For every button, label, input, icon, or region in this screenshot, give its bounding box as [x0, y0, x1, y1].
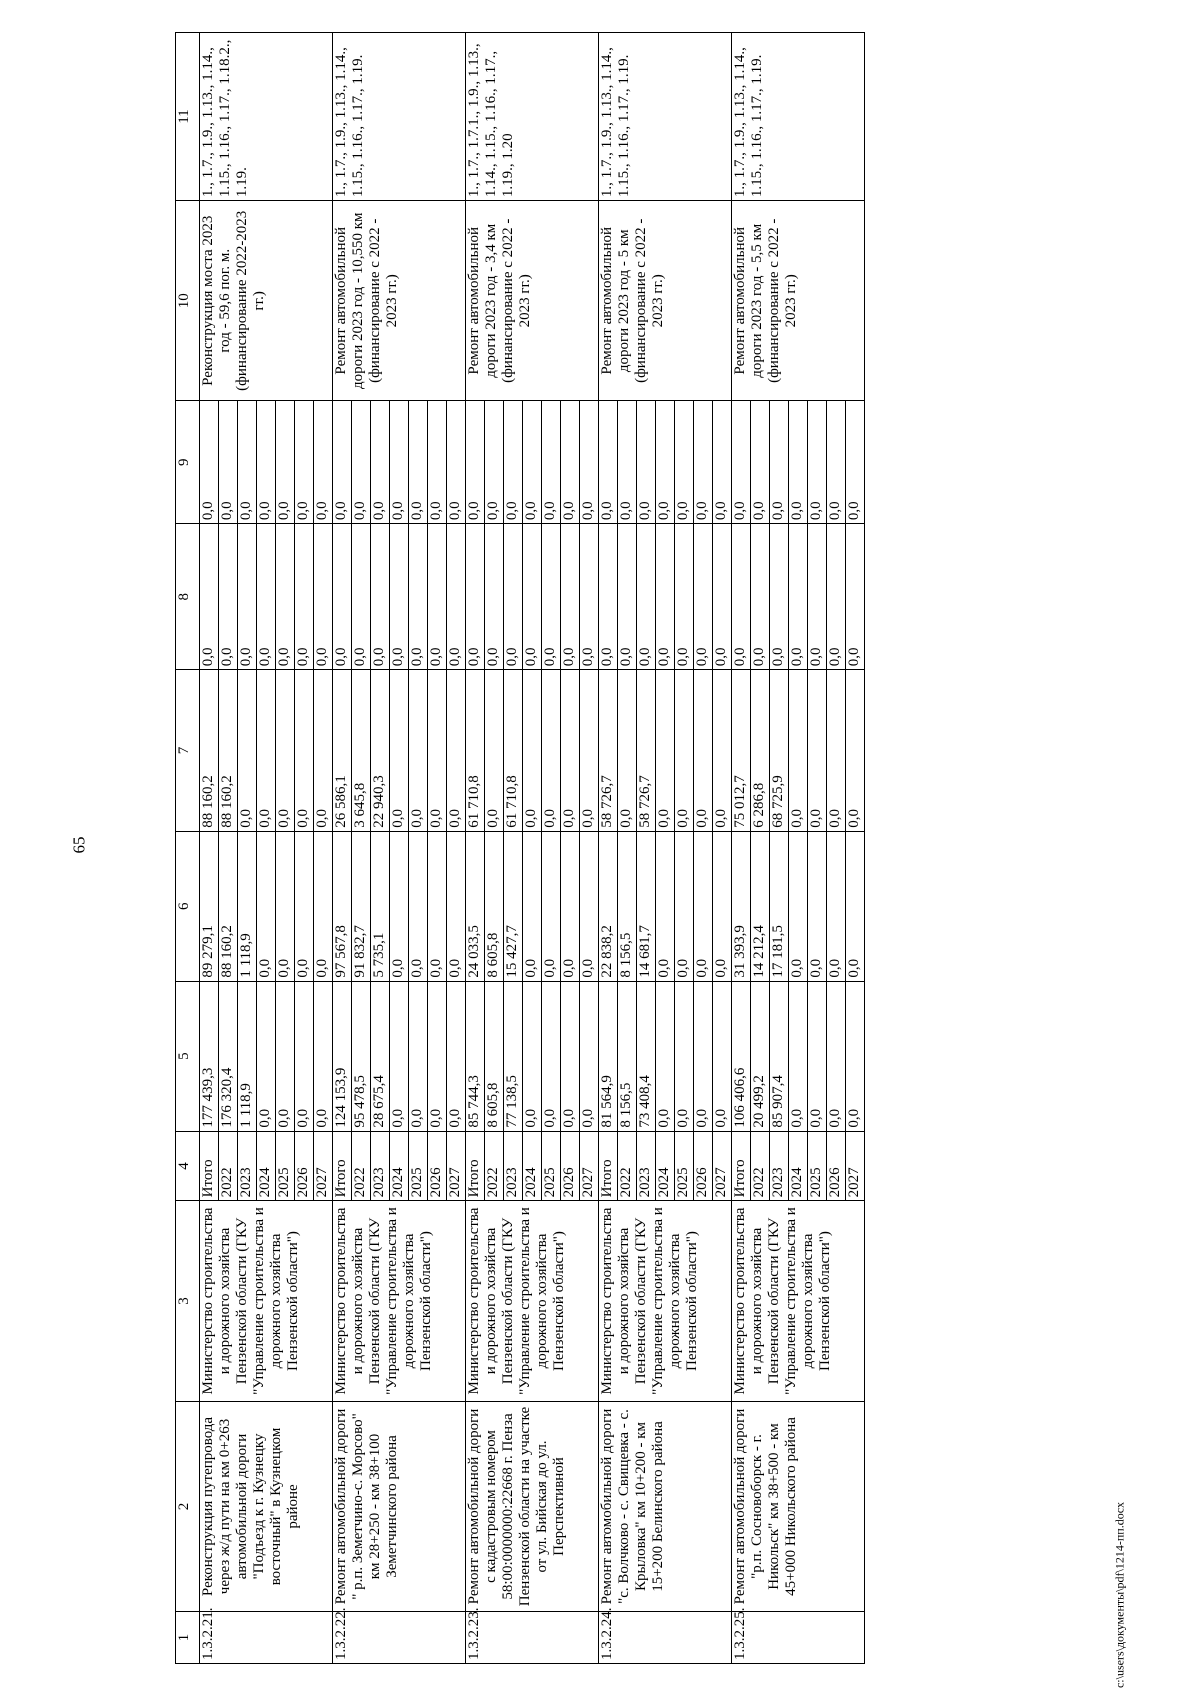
regional-budget-cell: 8 605,8: [485, 831, 504, 981]
other-sources-cell: 0,0: [523, 401, 542, 524]
local-budget-cell: 0,0: [295, 524, 314, 670]
other-sources-cell: 0,0: [770, 401, 789, 524]
result-cell: Ремонт автомобильной дороги 2023 год - 3,4 км (финансирование с 2022 - 2023 гг.): [466, 201, 599, 401]
regional-budget-cell: 0,0: [257, 831, 276, 981]
regional-budget-cell: 14 212,4: [751, 831, 770, 981]
row-code-cell: 1.3.2.23.: [466, 1612, 599, 1664]
header-cell: 3: [176, 1201, 200, 1401]
other-sources-cell: 0,0: [428, 401, 447, 524]
regional-budget-cell: 0,0: [827, 831, 846, 981]
header-cell: 10: [176, 201, 200, 401]
regional-budget-cell: 15 427,7: [504, 831, 523, 981]
federal-budget-cell: 22 940,3: [371, 670, 390, 832]
regional-budget-cell: 31 393,9: [732, 831, 751, 981]
total-cell: 0,0: [580, 981, 599, 1131]
year-cell: 2025: [276, 1131, 295, 1201]
local-budget-cell: 0,0: [599, 524, 618, 670]
year-cell: 2023: [504, 1131, 523, 1201]
regional-budget-cell: 0,0: [580, 831, 599, 981]
other-sources-cell: 0,0: [314, 401, 333, 524]
local-budget-cell: 0,0: [466, 524, 485, 670]
year-cell: 2024: [656, 1131, 675, 1201]
total-cell: 85 744,3: [466, 981, 485, 1131]
federal-budget-cell: 68 725,9: [770, 670, 789, 832]
local-budget-cell: 0,0: [770, 524, 789, 670]
year-cell: 2027: [846, 1131, 865, 1201]
row-code-cell: 1.3.2.22.: [333, 1612, 466, 1664]
total-cell: 20 499,2: [751, 981, 770, 1131]
federal-budget-cell: 0,0: [827, 670, 846, 832]
federal-budget-cell: 0,0: [561, 670, 580, 832]
federal-budget-cell: 0,0: [656, 670, 675, 832]
other-sources-cell: 0,0: [542, 401, 561, 524]
total-cell: 85 907,4: [770, 981, 789, 1131]
year-cell: 2027: [713, 1131, 732, 1201]
indicators-cell: 1., 1.7., 1.7.1., 1.9., 1.13., 1.14., 1.15., 1.16., 1.17., 1.19., 1.20: [466, 33, 599, 201]
local-budget-cell: 0,0: [485, 524, 504, 670]
total-cell: 0,0: [428, 981, 447, 1131]
regional-budget-cell: 5 735,1: [371, 831, 390, 981]
row-code-cell: 1.3.2.21.: [200, 1612, 333, 1664]
total-cell: 177 439,3: [200, 981, 219, 1131]
federal-budget-cell: 0,0: [580, 670, 599, 832]
federal-budget-cell: 0,0: [789, 670, 808, 832]
local-budget-cell: 0,0: [504, 524, 523, 670]
year-cell: Итого: [599, 1131, 618, 1201]
local-budget-cell: 0,0: [428, 524, 447, 670]
federal-budget-cell: 0,0: [295, 670, 314, 832]
total-cell: 0,0: [523, 981, 542, 1131]
header-cell: 4: [176, 1131, 200, 1201]
header-cell: 9: [176, 401, 200, 524]
regional-budget-cell: 24 033,5: [466, 831, 485, 981]
total-cell: 0,0: [542, 981, 561, 1131]
other-sources-cell: 0,0: [485, 401, 504, 524]
local-budget-cell: 0,0: [827, 524, 846, 670]
local-budget-cell: 0,0: [447, 524, 466, 670]
total-cell: 73 408,4: [637, 981, 656, 1131]
regional-budget-cell: 0,0: [789, 831, 808, 981]
executor-cell: Министерство строительства и дорожного хозяйства Пензенской области (ГКУ "Управление строительства и дорожного хозяйства Пензенской области"): [732, 1201, 865, 1401]
federal-budget-cell: 0,0: [409, 670, 428, 832]
total-cell: 106 406,6: [732, 981, 751, 1131]
local-budget-cell: 0,0: [276, 524, 295, 670]
federal-budget-cell: 0,0: [694, 670, 713, 832]
total-cell: 0,0: [808, 981, 827, 1131]
total-cell: 8 605,8: [485, 981, 504, 1131]
executor-cell: Министерство строительства и дорожного хозяйства Пензенской области (ГКУ "Управление строительства и дорожного хозяйства Пензенской области"): [200, 1201, 333, 1401]
year-cell: Итого: [466, 1131, 485, 1201]
other-sources-cell: 0,0: [732, 401, 751, 524]
total-cell: 0,0: [276, 981, 295, 1131]
local-budget-cell: 0,0: [580, 524, 599, 670]
regional-budget-cell: 0,0: [390, 831, 409, 981]
program-table-container: [175, 32, 1200, 1664]
regional-budget-cell: 91 832,7: [352, 831, 371, 981]
table-row: [466, 33, 485, 1664]
regional-budget-cell: 0,0: [447, 831, 466, 981]
total-cell: 95 478,5: [352, 981, 371, 1131]
header-cell: 5: [176, 981, 200, 1131]
executor-cell: Министерство строительства и дорожного хозяйства Пензенской области (ГКУ "Управление строительства и дорожного хозяйства Пензенской области"): [333, 1201, 466, 1401]
measure-name-cell: Ремонт автомобильной дороги с кадастровым номером 58:00:0000000:22668 г. Пенза Пензенской области на участке от ул. Бийская до ул. Перспективной: [466, 1401, 599, 1612]
page-number: 65: [69, 836, 89, 854]
total-cell: 176 320,4: [219, 981, 238, 1131]
federal-budget-cell: 0,0: [618, 670, 637, 832]
year-cell: 2024: [789, 1131, 808, 1201]
other-sources-cell: 0,0: [713, 401, 732, 524]
federal-budget-cell: 26 586,1: [333, 670, 352, 832]
regional-budget-cell: 0,0: [295, 831, 314, 981]
federal-budget-cell: 88 160,2: [219, 670, 238, 832]
federal-budget-cell: 58 726,7: [599, 670, 618, 832]
regional-budget-cell: 89 279,1: [200, 831, 219, 981]
total-cell: 0,0: [694, 981, 713, 1131]
local-budget-cell: 0,0: [219, 524, 238, 670]
regional-budget-cell: 0,0: [276, 831, 295, 981]
federal-budget-cell: 0,0: [523, 670, 542, 832]
other-sources-cell: 0,0: [257, 401, 276, 524]
result-cell: Ремонт автомобильной дороги 2023 год - 5,5 км (финансирование с 2022 - 2023 гг.): [732, 201, 865, 401]
indicators-cell: 1., 1.7., 1.9., 1.13., 1.14., 1.15., 1.16., 1.17., 1.18.2., 1.19.: [200, 33, 333, 201]
year-cell: 2023: [770, 1131, 789, 1201]
local-budget-cell: 0,0: [713, 524, 732, 670]
local-budget-cell: 0,0: [409, 524, 428, 670]
year-cell: Итого: [732, 1131, 751, 1201]
local-budget-cell: 0,0: [732, 524, 751, 670]
indicators-cell: 1., 1.7., 1.9., 1.13., 1.14., 1.15., 1.16., 1.17., 1.19.: [333, 33, 466, 201]
measure-name-cell: Ремонт автомобильной дороги "р.п. Сосновоборск - г. Никольск" км 38+500 - км 45+000 Никольского района: [732, 1401, 865, 1612]
local-budget-cell: 0,0: [352, 524, 371, 670]
other-sources-cell: 0,0: [656, 401, 675, 524]
year-cell: 2022: [618, 1131, 637, 1201]
regional-budget-cell: 0,0: [808, 831, 827, 981]
year-cell: 2026: [428, 1131, 447, 1201]
local-budget-cell: 0,0: [656, 524, 675, 670]
result-cell: Ремонт автомобильной дороги 2023 год - 10,550 км (финансирование с 2022 - 2023 гг.): [333, 201, 466, 401]
total-cell: 0,0: [713, 981, 732, 1131]
year-cell: 2024: [257, 1131, 276, 1201]
year-cell: 2025: [409, 1131, 428, 1201]
federal-budget-cell: 61 710,8: [466, 670, 485, 832]
local-budget-cell: 0,0: [637, 524, 656, 670]
other-sources-cell: 0,0: [238, 401, 257, 524]
federal-budget-cell: 0,0: [390, 670, 409, 832]
regional-budget-cell: 0,0: [314, 831, 333, 981]
year-cell: 2022: [485, 1131, 504, 1201]
regional-budget-cell: 8 156,5: [618, 831, 637, 981]
year-cell: Итого: [333, 1131, 352, 1201]
federal-budget-cell: 0,0: [314, 670, 333, 832]
table-row: [599, 33, 618, 1664]
total-cell: 0,0: [656, 981, 675, 1131]
header-cell: 6: [176, 831, 200, 981]
other-sources-cell: 0,0: [276, 401, 295, 524]
other-sources-cell: 0,0: [561, 401, 580, 524]
regional-budget-cell: 17 181,5: [770, 831, 789, 981]
federal-budget-cell: 0,0: [238, 670, 257, 832]
result-cell: Реконструкция моста 2023 год - 59,6 пог. м. (финансирование 2022-2023 гг.): [200, 201, 333, 401]
local-budget-cell: 0,0: [846, 524, 865, 670]
year-cell: 2025: [808, 1131, 827, 1201]
header-cell: 1: [176, 1612, 200, 1664]
year-cell: 2026: [694, 1131, 713, 1201]
other-sources-cell: 0,0: [808, 401, 827, 524]
other-sources-cell: 0,0: [846, 401, 865, 524]
measure-name-cell: Реконструкция путепровода через ж/д пути на км 0+263 автомобильной дороги "Подъезд к г. Кузнецку восточный" в Кузнецком районе: [200, 1401, 333, 1612]
total-cell: 0,0: [827, 981, 846, 1131]
year-cell: 2023: [238, 1131, 257, 1201]
other-sources-cell: 0,0: [333, 401, 352, 524]
local-budget-cell: 0,0: [523, 524, 542, 670]
regional-budget-cell: 0,0: [409, 831, 428, 981]
table-header-row: [176, 33, 200, 1664]
year-cell: 2022: [352, 1131, 371, 1201]
regional-budget-cell: 1 118,9: [238, 831, 257, 981]
table-row: [333, 33, 352, 1664]
total-cell: 0,0: [561, 981, 580, 1131]
local-budget-cell: 0,0: [675, 524, 694, 670]
year-cell: 2027: [580, 1131, 599, 1201]
indicators-cell: 1., 1.7., 1.9., 1.13., 1.14., 1.15., 1.16., 1.17., 1.19.: [599, 33, 732, 201]
total-cell: 0,0: [789, 981, 808, 1131]
regional-budget-cell: 0,0: [428, 831, 447, 981]
local-budget-cell: 0,0: [371, 524, 390, 670]
table-row: [200, 33, 219, 1664]
total-cell: 0,0: [675, 981, 694, 1131]
row-code-cell: 1.3.2.24.: [599, 1612, 732, 1664]
federal-budget-cell: 3 645,8: [352, 670, 371, 832]
local-budget-cell: 0,0: [238, 524, 257, 670]
regional-budget-cell: 0,0: [694, 831, 713, 981]
total-cell: 0,0: [390, 981, 409, 1131]
year-cell: 2023: [371, 1131, 390, 1201]
regional-budget-cell: 88 160,2: [219, 831, 238, 981]
local-budget-cell: 0,0: [257, 524, 276, 670]
year-cell: 2026: [295, 1131, 314, 1201]
other-sources-cell: 0,0: [200, 401, 219, 524]
other-sources-cell: 0,0: [466, 401, 485, 524]
other-sources-cell: 0,0: [447, 401, 466, 524]
year-cell: 2025: [542, 1131, 561, 1201]
year-cell: 2022: [751, 1131, 770, 1201]
other-sources-cell: 0,0: [371, 401, 390, 524]
other-sources-cell: 0,0: [580, 401, 599, 524]
local-budget-cell: 0,0: [333, 524, 352, 670]
regional-budget-cell: 0,0: [523, 831, 542, 981]
measure-name-cell: Ремонт автомобильной дороги " р.п. Земетчино-с. Морсово" км 28+250 - км 38+100 Земетчинского района: [333, 1401, 466, 1612]
federal-budget-cell: 0,0: [808, 670, 827, 832]
regional-budget-cell: 0,0: [713, 831, 732, 981]
federal-budget-cell: 58 726,7: [637, 670, 656, 832]
year-cell: 2022: [219, 1131, 238, 1201]
other-sources-cell: 0,0: [827, 401, 846, 524]
executor-cell: Министерство строительства и дорожного хозяйства Пензенской области (ГКУ "Управление строительства и дорожного хозяйства Пензенской области"): [599, 1201, 732, 1401]
program-table: [175, 32, 865, 1664]
local-budget-cell: 0,0: [618, 524, 637, 670]
header-cell: 2: [176, 1401, 200, 1612]
federal-budget-cell: 75 012,7: [732, 670, 751, 832]
federal-budget-cell: 0,0: [447, 670, 466, 832]
other-sources-cell: 0,0: [295, 401, 314, 524]
total-cell: 1 118,9: [238, 981, 257, 1131]
total-cell: 124 153,9: [333, 981, 352, 1131]
year-cell: 2026: [827, 1131, 846, 1201]
local-budget-cell: 0,0: [314, 524, 333, 670]
federal-budget-cell: 0,0: [276, 670, 295, 832]
other-sources-cell: 0,0: [751, 401, 770, 524]
year-cell: 2025: [675, 1131, 694, 1201]
year-cell: 2024: [523, 1131, 542, 1201]
total-cell: 28 675,4: [371, 981, 390, 1131]
local-budget-cell: 0,0: [694, 524, 713, 670]
local-budget-cell: 0,0: [200, 524, 219, 670]
year-cell: 2023: [637, 1131, 656, 1201]
other-sources-cell: 0,0: [352, 401, 371, 524]
other-sources-cell: 0,0: [675, 401, 694, 524]
federal-budget-cell: 88 160,2: [200, 670, 219, 832]
local-budget-cell: 0,0: [808, 524, 827, 670]
other-sources-cell: 0,0: [409, 401, 428, 524]
other-sources-cell: 0,0: [618, 401, 637, 524]
other-sources-cell: 0,0: [637, 401, 656, 524]
total-cell: 81 564,9: [599, 981, 618, 1131]
federal-budget-cell: 0,0: [846, 670, 865, 832]
header-cell: 7: [176, 670, 200, 832]
total-cell: 0,0: [295, 981, 314, 1131]
local-budget-cell: 0,0: [561, 524, 580, 670]
other-sources-cell: 0,0: [390, 401, 409, 524]
regional-budget-cell: 14 681,7: [637, 831, 656, 981]
regional-budget-cell: 97 567,8: [333, 831, 352, 981]
federal-budget-cell: 0,0: [485, 670, 504, 832]
regional-budget-cell: 0,0: [846, 831, 865, 981]
indicators-cell: 1., 1.7., 1.9., 1.13., 1.14., 1.15., 1.16., 1.17., 1.19.: [732, 33, 865, 201]
other-sources-cell: 0,0: [789, 401, 808, 524]
local-budget-cell: 0,0: [542, 524, 561, 670]
year-cell: 2027: [314, 1131, 333, 1201]
other-sources-cell: 0,0: [599, 401, 618, 524]
regional-budget-cell: 22 838,2: [599, 831, 618, 981]
total-cell: 0,0: [409, 981, 428, 1131]
year-cell: 2026: [561, 1131, 580, 1201]
total-cell: 0,0: [314, 981, 333, 1131]
federal-budget-cell: 0,0: [675, 670, 694, 832]
local-budget-cell: 0,0: [751, 524, 770, 670]
table-row: [732, 33, 751, 1664]
federal-budget-cell: 61 710,8: [504, 670, 523, 832]
header-cell: 8: [176, 524, 200, 670]
federal-budget-cell: 6 286,8: [751, 670, 770, 832]
total-cell: 8 156,5: [618, 981, 637, 1131]
header-cell: 11: [176, 33, 200, 201]
year-cell: 2027: [447, 1131, 466, 1201]
federal-budget-cell: 0,0: [713, 670, 732, 832]
total-cell: 0,0: [846, 981, 865, 1131]
regional-budget-cell: 0,0: [675, 831, 694, 981]
federal-budget-cell: 0,0: [257, 670, 276, 832]
measure-name-cell: Ремонт автомобильной дороги "с. Волчково - с. Свищевка - с. Крыловка" км 10+200 - км 15+200 Белинского района: [599, 1401, 732, 1612]
other-sources-cell: 0,0: [504, 401, 523, 524]
total-cell: 0,0: [447, 981, 466, 1131]
federal-budget-cell: 0,0: [542, 670, 561, 832]
year-cell: 2024: [390, 1131, 409, 1201]
total-cell: 77 138,5: [504, 981, 523, 1131]
total-cell: 0,0: [257, 981, 276, 1131]
footer-file-path: c:\users\документы\pdf\1214-пп.docx: [1112, 1501, 1127, 1689]
local-budget-cell: 0,0: [789, 524, 808, 670]
year-cell: Итого: [200, 1131, 219, 1201]
local-budget-cell: 0,0: [390, 524, 409, 670]
row-code-cell: 1.3.2.25.: [732, 1612, 865, 1664]
regional-budget-cell: 0,0: [542, 831, 561, 981]
executor-cell: Министерство строительства и дорожного хозяйства Пензенской области (ГКУ "Управление строительства и дорожного хозяйства Пензенской области"): [466, 1201, 599, 1401]
other-sources-cell: 0,0: [219, 401, 238, 524]
regional-budget-cell: 0,0: [561, 831, 580, 981]
federal-budget-cell: 0,0: [428, 670, 447, 832]
other-sources-cell: 0,0: [694, 401, 713, 524]
regional-budget-cell: 0,0: [656, 831, 675, 981]
result-cell: Ремонт автомобильной дороги 2023 год - 5 км (финансирование с 2022 - 2023 гг.): [599, 201, 732, 401]
